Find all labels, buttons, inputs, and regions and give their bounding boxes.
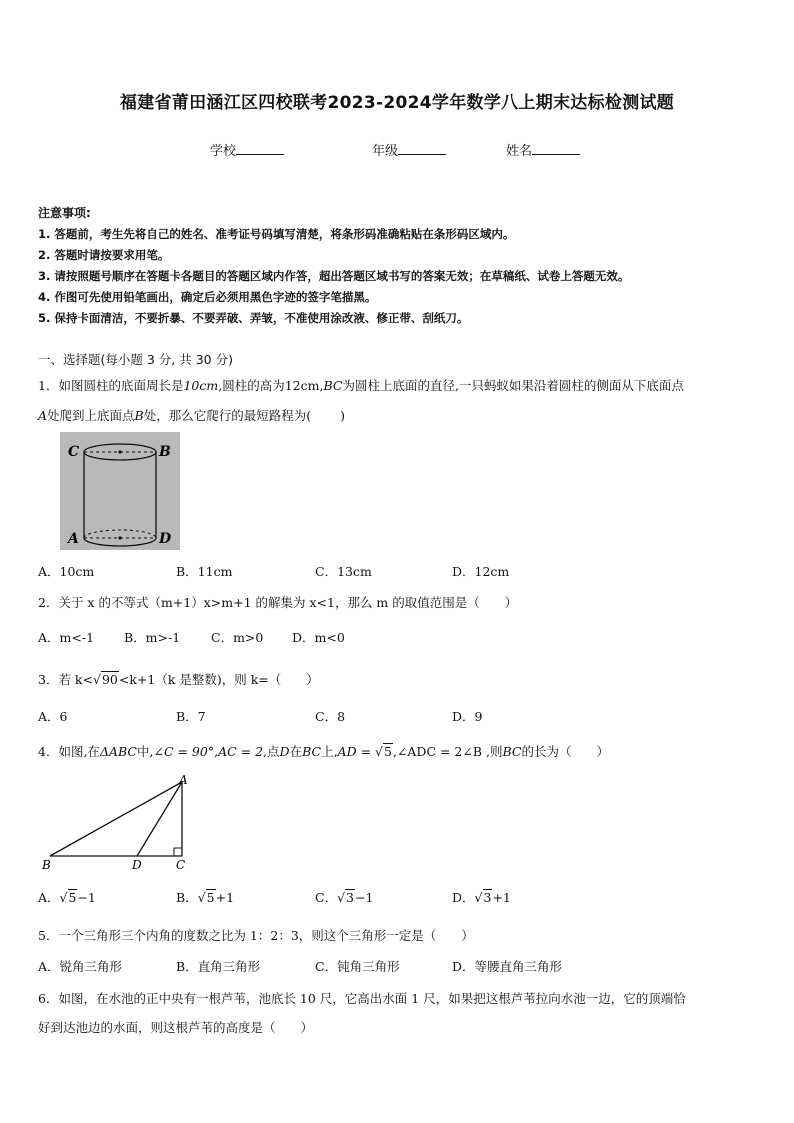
q5-option-b[interactable]: B．直角三角形 — [176, 959, 261, 974]
notice-item: 5. 保持卡面清洁，不要折暴、不要弄破、弄皱，不准使用涂改液、修正带、刮纸刀。 — [38, 311, 469, 325]
opt-post: +1 — [492, 890, 511, 905]
q3-radicand: 90 — [101, 672, 118, 687]
q2-text: 2．关于 x 的不等式（m+1）x>m+1 的解集为 x<1，那么 m 的取值范围是（ ） — [38, 595, 518, 610]
q2-option-d[interactable]: D．m<0 — [292, 630, 345, 645]
q4-t: 中, — [136, 744, 154, 759]
q3-text-a: 3．若 k< — [38, 672, 93, 687]
grade-field — [372, 140, 446, 159]
q4-t: , — [214, 744, 219, 759]
q2-option-b[interactable]: B．m>-1 — [124, 630, 181, 645]
notice-item: 3. 请按照题号顺序在答题卡各题目的答题区域内作答，超出答题区域书写的答案无效；在草稿纸、试卷上答题无效。 — [38, 269, 630, 283]
top-center — [118, 450, 121, 453]
school-blank[interactable] — [236, 142, 284, 155]
q4-t: ,∠ADC = 2∠B ,则 — [392, 744, 503, 759]
q4-t: 上, — [321, 744, 338, 759]
triangle-svg — [40, 774, 200, 870]
right-angle-mark — [174, 848, 182, 856]
q5-text: 5．一个三角形三个内角的度数之比为 1：2：3，则这个三角形一定是（ ） — [38, 928, 474, 943]
q1-option-b[interactable]: B．11cm — [176, 564, 233, 579]
opt-rad: 3 — [346, 890, 354, 905]
notice-title: 注意事项: — [38, 206, 91, 220]
q5-option-a[interactable]: A．锐角三角形 — [38, 959, 123, 974]
sqrt-symbol: √ — [92, 672, 101, 687]
q1-option-c[interactable]: C．13cm — [315, 564, 372, 579]
opt-post: −1 — [355, 890, 374, 905]
q4-t: 4．如图,在 — [38, 744, 100, 759]
grade-blank[interactable] — [398, 142, 446, 155]
q6-line2: 好到达池边的水面，则这根芦苇的高度是（ ） — [38, 1020, 314, 1035]
sqrt-symbol: √ — [197, 890, 206, 905]
cylinder-figure — [60, 432, 180, 550]
sqrt-symbol: √ — [474, 890, 483, 905]
opt-pre: A． — [38, 890, 60, 905]
opt-rad: 5 — [206, 890, 215, 905]
q1-text: 为圆柱上底面的直径,一只蚂蚁如果沿着圆柱的侧面从下底面点 — [342, 378, 684, 393]
q1-option-d[interactable]: D．12cm — [452, 564, 510, 579]
label-b: B — [159, 444, 171, 460]
opt-pre: B． — [176, 890, 198, 905]
notice-item: 1. 答题前，考生先将自己的姓名、准考证号码填写清楚，将条形码准确粘贴在条形码区域内。 — [38, 227, 515, 241]
q1-line1 — [38, 376, 684, 394]
q5-option-d[interactable]: D．等腰直角三角形 — [452, 959, 563, 974]
page-title: 福建省莆田涵江区四校联考2023-2024学年数学八上期末达标检测试题 — [119, 93, 675, 113]
sqrt-symbol: √ — [337, 890, 346, 905]
notice-item: 2. 答题时请按要求用笔。 — [38, 248, 170, 262]
q4-m: ΔABC — [99, 744, 137, 759]
q4-radicand: 5 — [384, 744, 392, 759]
q1-text: 处爬到上底面点 — [47, 408, 135, 423]
q5-option-c[interactable]: C．钝角三角形 — [315, 959, 400, 974]
q4-m: BC — [502, 744, 522, 759]
q2-option-c[interactable]: C．m>0 — [211, 630, 264, 645]
label-d: D — [159, 531, 172, 547]
q2-option-a[interactable]: A．m<-1 — [38, 630, 95, 645]
q4-m: D — [279, 744, 290, 759]
bottom-center — [118, 536, 121, 539]
grade-label: 年级 — [372, 144, 399, 159]
q4-t: ,点 — [263, 744, 280, 759]
q4-option-c[interactable] — [315, 888, 373, 906]
opt-rad: 3 — [483, 890, 492, 905]
q1-text: ,圆柱的高为12cm, — [218, 378, 324, 393]
side-ab — [50, 782, 182, 856]
q3-text-b: <k+1（k 是整数)，则 k=（ ） — [118, 672, 319, 687]
section-title: 一、选择题(每小题 3 分, 共 30 分) — [38, 352, 233, 367]
q4-m: AC = 2 — [218, 744, 264, 759]
school-field — [210, 140, 284, 159]
opt-rad: 5 — [68, 890, 77, 905]
q4-m: BC — [302, 744, 322, 759]
sqrt-symbol: √ — [375, 744, 383, 759]
q4-m: AD = — [337, 744, 376, 759]
q1-text: 1．如图圆柱的底面周长是 — [38, 378, 184, 393]
q1-math: BC — [323, 378, 343, 393]
q1-option-a[interactable]: A．10cm — [38, 564, 95, 579]
label-d: D — [132, 858, 142, 870]
opt-post: −1 — [77, 890, 96, 905]
q1-text: 处，那么它爬行的最短路程为( ) — [143, 408, 345, 423]
q1-math: A — [38, 408, 48, 423]
q1-math: B — [134, 408, 144, 423]
q4-text — [38, 742, 609, 760]
q4-option-a[interactable] — [38, 888, 96, 906]
label-a: A — [68, 531, 79, 547]
q3-text — [38, 670, 319, 688]
school-label: 学校 — [210, 144, 237, 159]
triangle-figure — [40, 774, 200, 870]
q6-line1: 6．如图，在水池的正中央有一根芦苇，池底长 10 尺，它高出水面 1 尺，如果把这根芦苇拉向水池一边，它的顶端恰 — [38, 991, 686, 1006]
opt-post: +1 — [215, 890, 235, 905]
segment-ad — [137, 782, 182, 856]
q4-m: ∠C = 90° — [153, 744, 215, 759]
q4-t: 的长为（ ） — [521, 744, 609, 759]
opt-pre: D． — [452, 890, 475, 905]
sqrt-symbol: √ — [59, 890, 68, 905]
name-label: 姓名 — [506, 144, 533, 159]
opt-pre: C． — [315, 890, 338, 905]
q1-line2 — [38, 406, 345, 424]
name-field — [506, 140, 580, 159]
label-a: A — [179, 774, 188, 787]
q4-option-d[interactable] — [452, 888, 511, 906]
q3-option-a[interactable]: A．6 — [38, 709, 68, 724]
label-c: C — [68, 444, 80, 460]
q3-option-c[interactable]: C．8 — [315, 709, 346, 724]
name-blank[interactable] — [532, 142, 580, 155]
notice-item: 4. 作图可先使用铅笔画出，确定后必须用黑色字迹的签字笔描黑。 — [38, 290, 377, 304]
q1-math: 10cm — [183, 378, 219, 393]
label-c: C — [176, 858, 186, 870]
q4-t: 在 — [289, 744, 303, 759]
label-b: B — [42, 858, 51, 870]
q4-option-b[interactable] — [176, 888, 234, 906]
q3-option-b[interactable]: B．7 — [176, 709, 206, 724]
q3-option-d[interactable]: D．9 — [452, 709, 483, 724]
cylinder-svg — [60, 432, 180, 550]
